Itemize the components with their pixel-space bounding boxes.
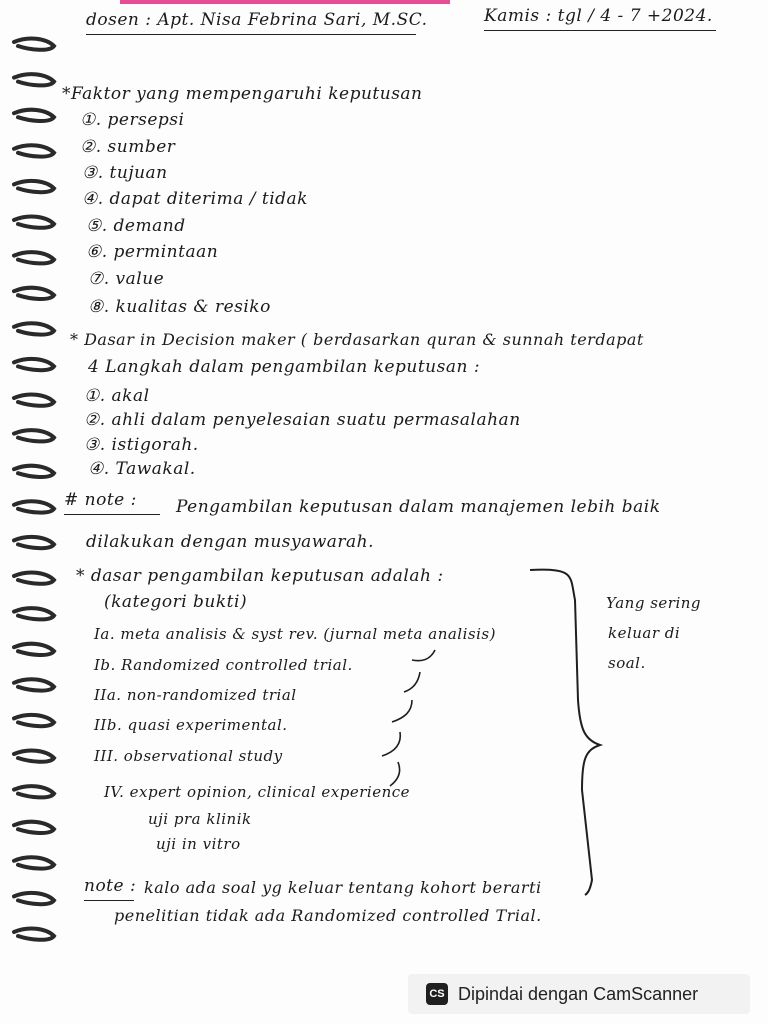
list-item: ①. persepsi xyxy=(80,110,185,130)
evidence-level: III. observational study xyxy=(94,747,283,765)
section2-line1: * Dasar in Decision maker ( berdasarkan quran & sunnah terdapat xyxy=(70,330,644,349)
spiral-ring xyxy=(14,786,54,797)
spiral-ring xyxy=(14,110,54,121)
list-item: ③. istigorah. xyxy=(84,435,199,455)
evidence-level: IIb. quasi experimental. xyxy=(94,716,288,734)
section1-heading: *Faktor yang mempengaruhi keputusan xyxy=(62,84,423,104)
section3-line1: * dasar pengambilan keputusan adalah : xyxy=(76,566,444,586)
arrow-line xyxy=(382,732,400,756)
note2-line1: kalo ada soal yg keluar tentang kohort berarti xyxy=(144,878,542,897)
spiral-ring xyxy=(14,359,54,370)
curly-brace xyxy=(530,570,600,895)
spiral-ring xyxy=(14,573,54,584)
spiral-ring xyxy=(14,822,54,833)
list-item: ⑦. value xyxy=(88,269,165,289)
spiral-ring xyxy=(14,288,54,299)
spiral-ring xyxy=(14,466,54,477)
evidence-sub-item: uji in vitro xyxy=(156,835,241,853)
list-item: ⑥. permintaan xyxy=(86,242,219,262)
spiral-ring xyxy=(14,893,54,904)
list-item: ②. sumber xyxy=(80,137,176,157)
evidence-sub-item: uji pra klinik xyxy=(148,810,252,828)
section3-line2: (kategori bukti) xyxy=(104,592,248,612)
note1-line2: dilakukan dengan musyawarah. xyxy=(86,532,375,552)
spiral-ring xyxy=(14,501,54,512)
spiral-ring xyxy=(14,252,54,263)
list-item: ⑤. demand xyxy=(86,216,186,236)
list-item: ④. Tawakal. xyxy=(88,459,196,479)
camscanner-logo-icon: CS xyxy=(426,983,448,1005)
section2-line2: 4 Langkah dalam pengambilan keputusan : xyxy=(88,357,481,377)
spiral-ring xyxy=(14,929,54,940)
side-note-line: keluar di xyxy=(608,624,681,642)
spiral-ring xyxy=(14,395,54,406)
spiral-ring xyxy=(14,537,54,548)
spiral-ring xyxy=(14,857,54,868)
list-item: ④. dapat diterima / tidak xyxy=(82,189,308,209)
spiral-ring xyxy=(14,644,54,655)
list-item: ③. tujuan xyxy=(82,163,168,183)
spiral-ring xyxy=(14,74,54,85)
spiral-ring xyxy=(14,217,54,228)
spiral-ring xyxy=(14,608,54,619)
lecture-date: Kamis : tgl / 4 - 7 +2024. xyxy=(484,6,716,31)
note2-label: note : xyxy=(84,876,134,901)
note1-line1: Pengambilan keputusan dalam manajemen lebih baik xyxy=(176,497,661,517)
arrow-line xyxy=(404,672,420,692)
note1-label: # note : xyxy=(64,490,160,515)
evidence-level: IIa. non-randomized trial xyxy=(94,686,297,704)
watermark-text: Dipindai dengan CamScanner xyxy=(458,983,699,1004)
spiral-ring xyxy=(14,430,54,441)
spiral-ring xyxy=(14,181,54,192)
note2-line2: penelitian tidak ada Randomized controlled Trial. xyxy=(114,906,542,925)
evidence-level: Ia. meta analisis & syst rev. (jurnal meta analisis) xyxy=(94,625,496,643)
side-note-line: Yang sering xyxy=(606,594,702,612)
spiral-ring xyxy=(14,323,54,334)
spiral-ring xyxy=(14,679,54,690)
spiral-ring xyxy=(14,751,54,762)
side-note-line: soal. xyxy=(608,654,646,672)
evidence-level: Ib. Randomized controlled trial. xyxy=(94,656,353,674)
page-top-edge xyxy=(120,0,450,4)
spiral-binding xyxy=(10,30,60,960)
evidence-level: IV. expert opinion, clinical experience xyxy=(104,783,411,801)
camscanner-watermark xyxy=(408,974,750,1014)
list-item: ⑧. kualitas & resiko xyxy=(88,297,271,317)
lecturer-name: dosen : Apt. Nisa Febrina Sari, M.SC. xyxy=(86,10,416,35)
spiral-ring xyxy=(14,145,54,156)
list-item: ①. akal xyxy=(84,386,150,406)
list-item: ②. ahli dalam penyelesaian suatu permasalahan xyxy=(84,410,521,430)
spiral-ring xyxy=(14,39,54,50)
arrow-line xyxy=(412,650,435,661)
spiral-ring xyxy=(14,715,54,726)
arrow-line xyxy=(392,700,412,722)
